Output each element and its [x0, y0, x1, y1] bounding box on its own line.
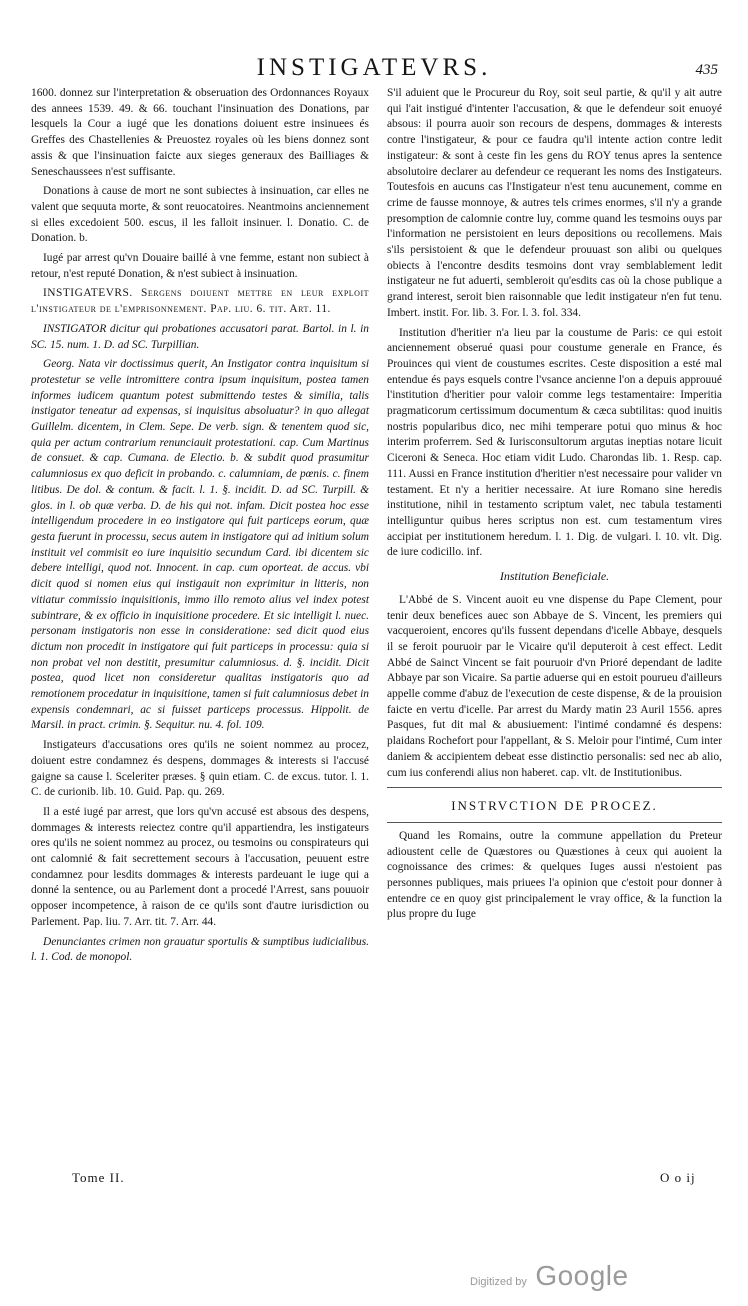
paragraph: Il a esté iugé par arrest, que lors qu'vn accusé est absous des despens, dommages & interests reiectez contre qu'il appartiendra, les instigateurs ores qu'ils ne soient nommez au procez, ou tesmoins ou conspirateurs qui ont calomnié & fait secrettement secours à l'accusation, peuuent estre condamnez pour lesdits dommages & interests pardeuant le iuge qui a donné la sentence, ou au Parlement dont a procedé l'Arrest, sans pouuoir opposer incompetence, à raison de ce qu'ils sont d'autre iurisdiction ou Parlement. Pap. liu. 7. Arr. tit. 7. Arr. 44. [31, 805, 369, 928]
section-title: Institution Beneficiale. [499, 569, 610, 584]
page-header [30, 52, 718, 86]
paragraph: L'Abbé de S. Vincent auoit eu vne dispense du Pape Clement, pour tenir deux benefices auec son Abbaye de S. Vincent, les premiers qui vacqueroient, encores qu'ils fussent dependans d'icelle Abbaye, desquels il se feroit pouruoir par le Vicaire qu'il deputeroit à cest effect. Ledit Abbé de Sainct Vincent se fait pouruoir d'vn Prioré dependant de ladite Abbaye par son Vicaire. Sa partie aduerse qui en estoit pourueu d'ailleurs appelle comme d'abuz de l'execution de ceste dispense, & de la prouision faicte en vertu d'icelle. Par arrest du Mardy matin 23 Auril 1556. apres Pasques, fut dit mal & abusiuement: l'intimé condamné és despens: plaidans Rochefort pour l'appellant, & S. Meloir pour l'intimé, Cum inter daniem & accipientem debeat esse distinctio personalis: sed nec ab alio, cum ius conferendi alius non haberet. cap. vlt. de Institutionibus. [387, 593, 722, 779]
running-title: INSTIGATEVRS. [256, 54, 492, 81]
digitized-watermark [470, 1260, 629, 1292]
paragraph: Quand les Romains, outre la commune appellation du Preteur adioustent celle de Quæstores ou Quæstiones à ceux qui auoient la cognoissance des crimes: & quelques Iuges aussi n'estoient pas personnes publiques, mais priuees l'a opinion que c'estoit pour donner à entendre ce en quoy gist principalement le vray office, & la function la plus propre du Iuge [387, 829, 722, 921]
watermark-prefix: Digitized by [470, 1276, 527, 1288]
signature-mark: O o ij [660, 1170, 696, 1185]
paragraph: INSTIGATOR dicitur qui probationes accusatori parat. Bartol. in l. in SC. 15. num. 1. D. ad SC. Turpillian. [31, 322, 369, 351]
google-logo: Google [535, 1260, 629, 1291]
paragraph: Instigateurs d'accusations ores qu'ils ne soient nommez au procez, doiuent estre condamnez és despens, dommages & interests si l'accusé gaigne sa cause l. Sceleriter præses. § quin etiam. C. de excus. tutor. l. 1. C. de curionib. lib. 10. Guid. Pap. qu. 269. [31, 739, 369, 799]
paragraph: S'il aduient que le Procureur du Roy, soit seul partie, & qu'il y ait autre qui l'ait instigué d'intenter l'accusation, & que le defendeur soit enuoyé absous: il pourra auoir son recours de despens, dommages & interests contre l'instigateur, & pour ce faudra qu'il intente action contre ledit instigateur: & sont à ceste fin les gens du ROY tenus apres la sentence absolutoire declarer au defendeur ce requerant les noms des Instigateurs. Toutesfois en aucuns cas l'Instigateur n'est tenu aucunement, comme en crime de fausse monnoye, & autres tels crimes enormes, s'il n'y a grande presomption de calomnie contre luy, comme quand les tesmoins ouys par l'information ne persistoient en leurs depositions ou recollemens. Mais s'ils persistoient & que le defendeur prouuast son alibi ou quelques obiects à l'encontre desdits tesmoins dont vray semblablement ledit instigateur ne fut aduerti, sembleroit qu'esdits cas où la chose publique a grand interest, seroit bien raisonnable que ledit instigateur n'en fut tenu. Imbert. instit. For. lib. 3. For. l. 3. fol. 334. [387, 87, 722, 319]
paragraph: Georg. Nata vir doctissimus querit, An Instigator contra inquisitum si protestetur se velle intromittere contra ipsum inquisitum, postea tamen informes iudicem quantum potest submittendo testes & similia, talis instigator teneatur ad expensas, si inquisitus absoluatur? in quo allegat Guillelm. dicentem, in Clem. Sepe. De verb. sign. & tenentem quod sic, quia per actum contrarium renunciauit protestationi. cap. Cum Martinus de consuet. & cap. Cumana. de Electio. b. & subdit quod prasumitur calumniosus ex quo deficit in probando. c. calumniam, de pœnis. c. finem litibus. De dol. & contum. & facit. l. 1. §. incidit. D. ad SC. Turpill. & glos. in l. ob quæ verba. D. de his qui not. infam. Dicit postea hoc esse intelligendum procedere in eo instigatore qui fuit particeps eorum, quæ gesta fuerunt in processu, secus autem in instigatore qui ad initium solum instituit vel commisit eo iure inquisitio secundum Card. ibi dicentem sic debere intelligi, quod not. Innocent. in cap. cum oporteat. de accus. vbi dicit quod si nomen eius qui instigauit non exprimitur in litteris, non vitiatur commissio inquisitionis, immo illo remoto alius vel index potest subintrare, & ex officio in inquisitione procedere. Et sic intelligit l. nuec. personam instigatoris non esse in consideratione: sed dicit quod eius dictum non procedit in instigatore qui fuit particeps in processu: quia si non probat vel non destitit, presumitur calumniosus. d. §. incidit. Dicit postea, quod licet non consideretur qualitas instigatoris quo ad remotionem procedatur in inquisitione, tamen si fuit calumniosus debet in expensis condemnari, ac si fuisset particeps processus. Hippolit. de Marsil. in pract. crimin. §. Sequitur. nu. 4. fol. 109. [31, 358, 369, 732]
paragraph: Denunciantes crimen non grauatur sportulis & sumptibus iudicialibus. l. 1. Cod. de monopol. [31, 935, 369, 964]
section-heading: INSTRVCTION DE PROCEZ. [451, 798, 658, 814]
paragraph: 1600. donnez sur l'interpretation & obseruation des Ordonnances Royaux des annees 1539. 49. & 66. touchant l'insinuation des Donations, par lesquels la Cour a iugé que les donations doiuent estre insinuees és Greffes des Chastellenies & Preuostez royales où les biens donnez sont assis & que l'insinuation faicte aux sieges generaux des Bailliages & Seneschaussees n'est suffisante. [31, 87, 369, 178]
right-column [387, 86, 722, 927]
page-number: 435 [695, 62, 718, 78]
divider [387, 822, 722, 823]
paragraph: INSTIGATEVRS. Sergens doiuent mettre en leur exploit l'instigateur de l'emprisonnement. Pap. liu. 6. tit. Art. 11. [31, 287, 369, 316]
tome-label: Tome II. [72, 1170, 125, 1185]
divider [387, 787, 722, 788]
paragraph: Donations à cause de mort ne sont subiectes à insinuation, car elles ne valent que sequuta morte, & sont reuocatoires. Neantmoins anciennement si elles excedoient 500. escus, il les falloit insinuer. l. Donatio. C. de Donation. b. [31, 185, 369, 245]
paragraph: Iugé par arrest qu'vn Douaire baillé à vne femme, estant non subiect à retour, n'est reputé Donation, & n'est subiect à insinuation. [31, 252, 369, 280]
paragraph: Institution d'heritier n'a lieu par la coustume de Paris: ce qui estoit anciennement obserué quasi pour coustume generale en France, és Prouinces qui vient de coustumes escrites. Ceste disposition a esté mal entendue és pays esquels contre l'vsance ancienne l'on a depuis approuué l'institution d'heritier pour valoir comme legs testamentaire: Imperitia pragmaticorum certissimum documentum & cæca subtilitas: quod inuitis nostris popularibus dico, nec mihi temperare potui quo minus & hoc interim proferrem. Sed & Iurisconsultorum argutas ineptias notare licuit Ciceroni & Seneca. Hoc etiam vidit Ludo. Charondas lib. 1. Resp. cap. 111. Aussi en France institution d'heritier n'est necessaire pour valider vn testament. Et n'y a heritier necessaire. At iure Romano sine heredis institutione, nihil in testamento scriptum valet, nec tabula testamenti intelliguntur quibus heres scriptus non est. cum testamentum vires accipiat per institutionem heredum. l. 1. Dig. de vulgari. l. 10. vlt. Dig. de iure codicillo. inf. [387, 326, 722, 559]
left-column [31, 86, 369, 970]
